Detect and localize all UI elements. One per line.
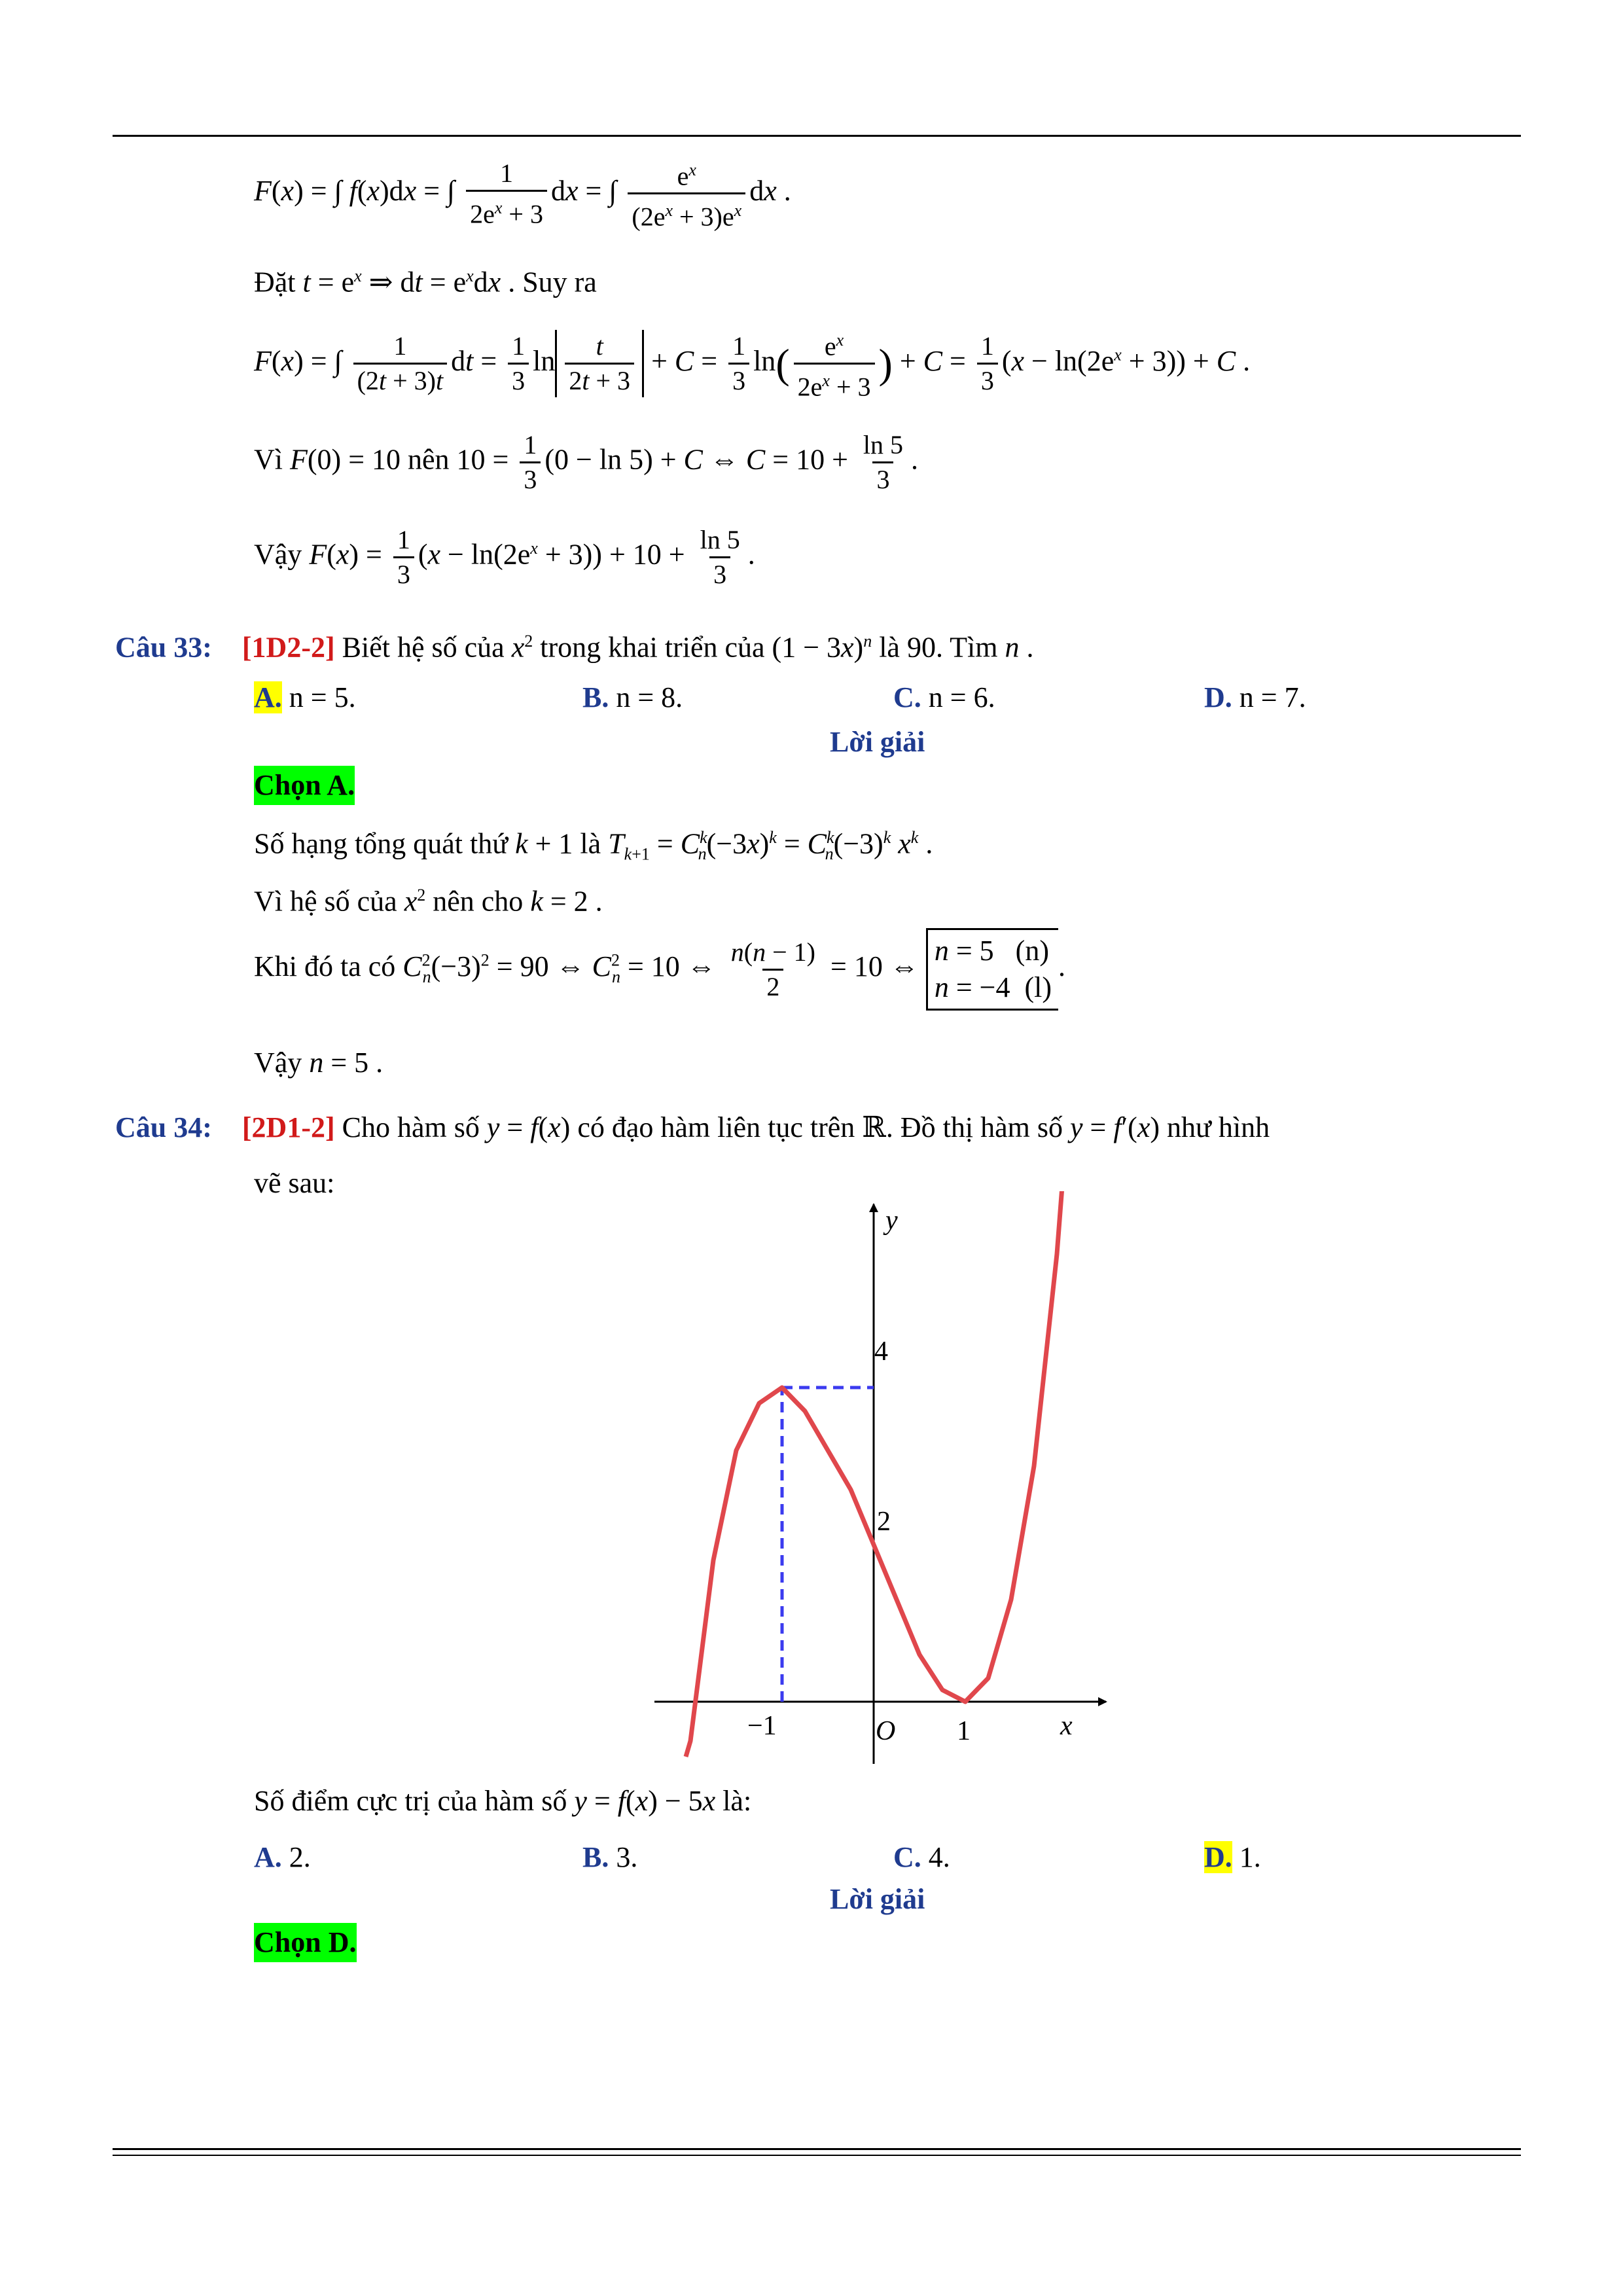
nen-cho-label: nên cho bbox=[433, 885, 524, 918]
x-tick-neg1: −1 bbox=[747, 1711, 777, 1741]
q33-text2: trong khai triển của bbox=[540, 631, 765, 664]
q33-option-c-value: n = 6. bbox=[928, 681, 995, 713]
q33-option-b-label: B. bbox=[582, 681, 609, 713]
q33-option-a[interactable] bbox=[254, 678, 356, 717]
formula-conclusion: Vậy F(x) = $\frac{1}{3}$ $(x - \ln(2e^x + 3)) + 10$ + $\frac{\ln 5}{3}$ . bbox=[254, 524, 755, 591]
q34-solution-title: Lời giải bbox=[830, 1883, 925, 1915]
q34-text2: có đạo hàm liên tục trên bbox=[577, 1111, 855, 1143]
la-label: là bbox=[580, 827, 601, 860]
q33-conclusion: Vậy n = 5 . bbox=[254, 1047, 383, 1079]
q33-option-d-value: n = 7. bbox=[1239, 681, 1306, 713]
q33-option-c[interactable] bbox=[893, 678, 995, 717]
x-axis-label: x bbox=[1060, 1711, 1073, 1741]
y-tick-4: 4 bbox=[874, 1336, 888, 1367]
vay-label-2: Vậy bbox=[254, 1047, 302, 1079]
q34-option-c-label: C. bbox=[893, 1841, 921, 1873]
q34-option-a-value: 2. bbox=[289, 1841, 311, 1873]
q33-k-value: Vì hệ số của $x^2$ nên cho k = 2 . bbox=[254, 885, 603, 918]
q34-option-a[interactable] bbox=[254, 1838, 311, 1877]
vay-label: Vậy bbox=[254, 538, 302, 571]
n-accept-label: (n) bbox=[1015, 935, 1049, 967]
q33-text3: là bbox=[879, 631, 900, 664]
q34-label: Câu 34: bbox=[115, 1111, 212, 1143]
q33-tag: [1D2-2] bbox=[241, 631, 335, 664]
q33-text1: Biết hệ số của bbox=[342, 631, 505, 664]
q33-stem: Câu 33: [1D2-2] Biết hệ số của $x^2$ trong khai triển của $(1 - 3x)^n$ là 90. Tìm n . bbox=[115, 631, 1034, 664]
q34-question: Số điểm cực trị của hàm số y = f(x) − 5x là: bbox=[254, 1785, 752, 1817]
l-reject-label: (l) bbox=[1024, 971, 1052, 1003]
q34-option-d-value: 1. bbox=[1239, 1841, 1261, 1873]
q34-option-d-label: D. bbox=[1204, 1841, 1232, 1873]
substitution-line: Đặt $t = e^x$ ⇒ dt = $e^xdx$ . Suy ra bbox=[254, 266, 597, 298]
so-hang-label: Số hạng tổng quát thứ bbox=[254, 827, 508, 860]
suy-ra-label: . Suy ra bbox=[508, 266, 597, 298]
y-axis-label: y bbox=[885, 1206, 898, 1236]
top-rule bbox=[113, 135, 1521, 137]
derivative-curve-0 bbox=[686, 1191, 1066, 1757]
q33-value: 90 bbox=[906, 631, 936, 664]
q34-option-d[interactable] bbox=[1204, 1838, 1261, 1877]
q33-choice: Chọn A. bbox=[254, 766, 355, 805]
q34-stem-2: vẽ sau: bbox=[254, 1167, 335, 1199]
q33-label: Câu 33: bbox=[115, 631, 212, 664]
q33-general-term: Số hạng tổng quát thứ k + 1 là $T_{k+1} = C^k_n(-3x)^k = C^k_n(-3)^k$ $x^k$ . bbox=[254, 827, 933, 864]
q34-question-text: Số điểm cực trị của hàm số bbox=[254, 1785, 567, 1817]
bottom-rule bbox=[113, 2148, 1521, 2150]
nen-label: nên bbox=[408, 443, 450, 476]
vi-he-so-label: Vì hệ số của bbox=[254, 885, 397, 918]
formula-F0: Vì F(0) = 10 nên 10 = $\frac{1}{3}$ (0 − ln 5) + C ⇔ C = 10 + $\frac{\ln 5}{3}$ . bbox=[254, 429, 918, 496]
q34-option-b-label: B. bbox=[582, 1841, 609, 1873]
formula-F-result: F(x) = ∫ $\frac{1}{(2t + 3)t}$ dt = $\frac{1}{3}$ ln $\frac{t}{2t + 3}$ + C = $\frac{1}{3}$ ln( $\frac{e^x}{2e^x + 3}$ ) + C = $\frac{1}{3}$ $(x - \ln(2e^x + 3)) + C$ . bbox=[254, 324, 1250, 404]
dat-label: Đặt bbox=[254, 266, 296, 298]
q33-option-b-value: n = 8. bbox=[616, 681, 683, 713]
q33-option-d-label: D. bbox=[1204, 681, 1232, 713]
khi-do-label: Khi đó ta có bbox=[254, 950, 396, 983]
derivative-graph bbox=[654, 1191, 1126, 1780]
q33-equation: Khi đó ta có $C^2_n(-3)^2 = 90$ ⇔ $C^2_n = 10$ ⇔ $\frac{n(n - 1)}{2}$ = 10 ⇔ n = 5 (n) n = −4 (l). bbox=[254, 928, 1065, 1011]
q33-option-b[interactable] bbox=[582, 678, 683, 717]
q33-option-a-label: A. bbox=[254, 681, 282, 713]
q34-option-a-label: A. bbox=[254, 1841, 282, 1873]
q34-text3: . Đồ thị hàm số bbox=[885, 1111, 1063, 1143]
q33-solution-title: Lời giải bbox=[830, 726, 925, 758]
origin-label: O bbox=[876, 1716, 896, 1746]
x-tick-1: 1 bbox=[957, 1716, 971, 1746]
q33-text4: . Tìm bbox=[935, 631, 998, 664]
q34-choice: Chọn D. bbox=[254, 1923, 357, 1962]
q34-tag: [2D1-2] bbox=[241, 1111, 335, 1143]
q34-text4: như hình bbox=[1167, 1111, 1270, 1143]
q34-question-end: là: bbox=[722, 1785, 752, 1817]
q34-stem: Câu 34: [2D1-2] Cho hàm số y = f(x) có đạo hàm liên tục trên ℝ. Đồ thị hàm số y = f′(x) như hình bbox=[115, 1111, 1270, 1143]
q34-option-b[interactable] bbox=[582, 1838, 637, 1877]
formula-F-integral: F(x) = ∫ f(x)dx = ∫ $\frac{1}{2e^x + 3}$ dx = ∫ $\frac{e^x}{(2e^x + 3)e^x}$ dx . bbox=[254, 154, 791, 234]
bottom-rule-2 bbox=[113, 2155, 1521, 2156]
q34-option-c[interactable] bbox=[893, 1838, 950, 1877]
q34-option-b-value: 3. bbox=[616, 1841, 638, 1873]
q33-option-c-label: C. bbox=[893, 681, 921, 713]
q33-option-a-value: n = 5. bbox=[289, 681, 356, 713]
q33-option-d[interactable] bbox=[1204, 678, 1306, 717]
q34-option-c-value: 4. bbox=[928, 1841, 950, 1873]
vi-label: Vì bbox=[254, 443, 283, 476]
q34-text1: Cho hàm số bbox=[342, 1111, 480, 1143]
y-tick-2: 2 bbox=[877, 1507, 891, 1537]
